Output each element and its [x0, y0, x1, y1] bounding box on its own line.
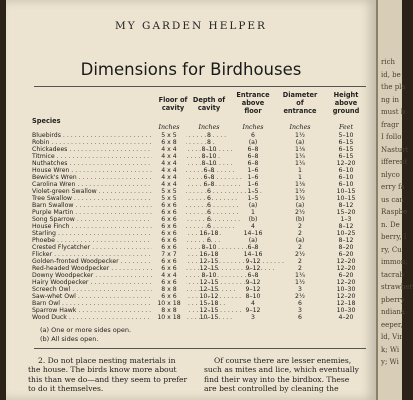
cell-entrance: 4	[251, 223, 255, 230]
cell-species: Carolina Wren . . .	[32, 182, 152, 189]
cell-depth: 8	[207, 139, 211, 146]
cell-height: 5–10	[338, 132, 354, 139]
cell-entrance: 14–16	[243, 251, 263, 258]
cell-depth: 8–10	[201, 153, 217, 160]
cell-depth: 6	[207, 202, 211, 209]
cell-depth: 16–18	[199, 251, 219, 258]
cell-depth: 6	[207, 188, 211, 195]
table-top-rule	[34, 86, 366, 87]
cell-depth: 12–15	[199, 307, 219, 314]
cell-species: Downy Woodpecker . . .	[32, 273, 152, 280]
paragraph-right: Of course there are lesser enemies, such as mites and lice, which eventually find their way into the birdbox. These are best controlled by cleaning the	[204, 356, 359, 394]
unit-diameter: Inches	[289, 124, 311, 131]
cell-height: 10–30	[336, 307, 356, 314]
cell-entrance: 1	[251, 209, 255, 216]
cell-diameter: 2	[298, 230, 302, 237]
facing-page-line: ifferent	[381, 158, 408, 166]
table-bottom-rule	[34, 348, 366, 349]
cell-diameter: 2	[298, 258, 302, 265]
cell-depth: 16–18	[199, 230, 219, 237]
cell-diameter: 1⅛	[295, 181, 305, 188]
facing-page-line: ng in	[381, 95, 399, 104]
header-diameter	[280, 91, 320, 115]
cell-species: Barn Owl . . .	[32, 301, 152, 308]
cell-floor: 6 x 6	[152, 266, 186, 273]
cell-depth: 8–10	[201, 146, 217, 153]
cell-depth: 6	[207, 237, 211, 244]
page-title: Dimensions for Birdhouses	[80, 60, 302, 79]
cell-diameter: 2½	[295, 251, 305, 258]
header-depth-line: Depth of	[192, 96, 226, 104]
cell-depth: 8	[207, 132, 211, 139]
cell-floor: 8 x 8	[152, 287, 186, 294]
cell-floor: 4 x 4	[152, 147, 186, 154]
cell-height: 10–25	[336, 230, 356, 237]
cell-height: 6–20	[338, 272, 354, 279]
facing-page-line: nlyco	[381, 170, 400, 179]
cell-height: 6–10	[338, 181, 354, 188]
cell-floor: 6 x 6	[152, 280, 186, 287]
cell-depth: 6	[207, 216, 211, 223]
facing-page-line: Raspbe	[381, 208, 408, 216]
cell-depth: 8–10	[201, 160, 217, 167]
cell-entrance: (a)	[248, 202, 258, 209]
facing-page-line: ndiana	[381, 308, 406, 316]
cell-floor: 6 x 6	[152, 217, 186, 224]
header-floor-line: Floor of	[158, 96, 188, 104]
facing-page-line: ld, Vir	[381, 333, 403, 341]
cell-species: Hairy Woodpecker . . .	[32, 280, 152, 287]
cell-species: Purple Martin . . .	[32, 210, 152, 217]
facing-page-line: eeper,	[381, 320, 403, 329]
cell-species: Saw-whet Owl . . .	[32, 294, 152, 301]
facing-page-line: strawber	[381, 283, 413, 291]
cell-floor: 10 x 18	[152, 315, 186, 322]
cell-height: 6–10	[338, 174, 354, 181]
cell-diameter: (a)	[295, 139, 305, 146]
cell-species: Screech Owl . . .	[32, 287, 152, 294]
cell-depth: 6	[207, 223, 211, 230]
cell-floor: 6 x 6	[152, 259, 186, 266]
cell-entrance: (a)	[248, 139, 258, 146]
cell-floor: 4 x 4	[152, 168, 186, 175]
header-height-line: ground	[332, 107, 360, 115]
facing-page-line: n. De	[381, 220, 400, 229]
cell-floor: 5 x 5	[152, 196, 186, 203]
cell-height: 8–12	[338, 237, 354, 244]
cell-entrance: 4	[251, 300, 255, 307]
cell-depth: 8–10	[201, 244, 217, 251]
cell-diameter: (a)	[295, 202, 305, 209]
cell-floor: 5 x 5	[152, 133, 186, 140]
header-height	[326, 91, 366, 115]
cell-entrance: 14–16	[243, 230, 263, 237]
cell-entrance: 9–12	[245, 279, 261, 286]
cell-species: Bewick's Wren . . .	[32, 175, 152, 182]
cell-depth: 8–10	[201, 272, 217, 279]
cell-depth: 10–12	[199, 293, 219, 300]
cell-species: Robin . . .	[32, 140, 152, 147]
cell-depth: 15–18	[199, 300, 219, 307]
cell-entrance: 1–6	[247, 181, 259, 188]
facing-page-line: pberry	[381, 295, 405, 304]
cell-diameter: 2	[298, 244, 302, 251]
cell-species: Starling . . .	[32, 231, 152, 238]
cell-depth: 6–8	[203, 167, 215, 174]
cell-species: Flicker . . .	[32, 252, 152, 259]
cell-floor: 8 x 8	[152, 308, 186, 315]
cell-entrance: (b)	[248, 216, 258, 223]
cell-floor: 6 x 6	[152, 231, 186, 238]
cell-species: Sparrow Hawk . . .	[32, 308, 152, 315]
cell-species: Red-headed Woodpecker . . .	[32, 266, 152, 273]
facing-page-line: tacrab	[381, 270, 404, 279]
cell-height: 10–15	[336, 188, 356, 195]
cell-diameter: 1½	[295, 188, 305, 195]
table-row	[32, 315, 366, 322]
cell-height: 6–15	[338, 146, 354, 153]
facing-page-line: y; Wi	[381, 358, 399, 366]
cell-depth: 6–8	[203, 174, 215, 181]
cell-entrance: 1–5	[247, 188, 259, 195]
cell-height: 12–18	[336, 300, 356, 307]
cell-floor: 4 x 4	[152, 154, 186, 161]
cell-diameter: (b)	[295, 216, 305, 223]
cell-floor: 4 x 4	[152, 273, 186, 280]
cell-depth: 10–15	[199, 314, 219, 321]
cell-floor: 10 x 18	[152, 301, 186, 308]
cell-species: Violet-green Swallow . . .	[32, 189, 152, 196]
header-floor	[156, 96, 190, 112]
cell-species: Song Sparrow . . .	[32, 217, 152, 224]
cell-height: 15–20	[336, 209, 356, 216]
cell-depth: 6	[207, 195, 211, 202]
cell-height: 6–15	[338, 153, 354, 160]
header-height-line: above	[334, 99, 358, 107]
header-depth	[190, 96, 228, 112]
cell-floor: 6 x 6	[152, 224, 186, 231]
header-height-line: Height	[333, 91, 359, 99]
cell-height: 8–12	[338, 223, 354, 230]
unit-depth: Inches	[198, 124, 220, 131]
facing-page-line: k; Wi	[381, 345, 400, 354]
header-depth-line: cavity	[197, 104, 221, 112]
footnote-b: (b) All sides open.	[40, 335, 99, 343]
cell-species: House Finch . . .	[32, 224, 152, 231]
cell-entrance: 9–12	[245, 265, 261, 272]
header-entrance-line: above	[241, 99, 265, 107]
cell-floor: 7 x 7	[152, 252, 186, 259]
facing-page-line: erry fa	[381, 183, 405, 191]
facing-page-line: the pla	[381, 83, 406, 91]
cell-diameter: 1½	[295, 195, 305, 202]
cell-height: 10–15	[336, 195, 356, 202]
cell-height: 12–20	[336, 265, 356, 272]
cell-height: 12–20	[336, 258, 356, 265]
cell-depth: 12–15	[199, 279, 219, 286]
paragraph-left: 2. Do not place nesting materials in the house. The birds know more about this than we do—and they seem to prefer to do it themselves.	[28, 356, 188, 394]
cell-diameter: 2½	[295, 293, 305, 300]
cell-entrance: 1–5	[247, 195, 259, 202]
cell-floor: 6 x 6	[152, 294, 186, 301]
cell-species: Crested Flycatcher . . .	[32, 245, 152, 252]
cell-diameter: 6	[298, 300, 302, 307]
cell-floor: 4 x 4	[152, 182, 186, 189]
cell-height: 12–20	[336, 279, 356, 286]
cell-species: Tree Swallow . . .	[32, 196, 152, 203]
footnote-a: (a) One or more sides open.	[40, 326, 132, 334]
cell-diameter: 1	[298, 174, 302, 181]
cell-floor: 4 x 4	[152, 175, 186, 182]
cell-entrance: 1–6	[247, 174, 259, 181]
cell-species: Wood Duck . . .	[32, 315, 152, 322]
cell-diameter: 1¼	[295, 160, 305, 167]
unit-height: Feet	[338, 124, 353, 131]
header-entrance-line: floor	[244, 107, 262, 115]
header-entrance	[232, 91, 274, 115]
cell-floor: 6 x 6	[152, 238, 186, 245]
header-diameter-line: Diameter	[282, 91, 318, 99]
cell-diameter: 6	[298, 314, 302, 321]
book-page	[6, 0, 376, 400]
cell-floor: 4 x 4	[152, 161, 186, 168]
cell-diameter: 1¼	[295, 272, 305, 279]
facing-page-line: Nasturt	[381, 145, 409, 154]
cell-diameter: 3	[298, 286, 302, 293]
header-entrance-line: Entrance	[236, 91, 270, 99]
facing-page-line: immon,	[381, 258, 408, 266]
cell-floor: 6 x 6	[152, 210, 186, 217]
cell-height: 12–20	[336, 160, 356, 167]
cell-height: 10–30	[336, 286, 356, 293]
facing-page-line: I follo	[381, 133, 402, 141]
cell-height: 1–3	[340, 216, 352, 223]
cell-entrance: 6–8	[247, 160, 259, 167]
cell-species: Chickadees . . .	[32, 147, 152, 154]
cell-diameter: 1½	[295, 279, 305, 286]
header-floor-line: cavity	[161, 104, 185, 112]
facing-page-line: must b	[381, 108, 406, 116]
header-diameter-line: entrance	[283, 107, 317, 115]
facing-page-line: berry, I	[381, 233, 407, 241]
cell-depth: 12–15	[199, 286, 219, 293]
cell-depth: 6	[207, 209, 211, 216]
running-head: MY GARDEN HELPER	[115, 20, 267, 32]
facing-page-line: id, be	[381, 70, 401, 79]
facing-page-line: fragr	[381, 120, 399, 129]
cell-entrance: 6–8	[247, 146, 259, 153]
cell-species: Titmice . . .	[32, 154, 152, 161]
cell-height: 4–20	[338, 314, 354, 321]
cell-diameter: 3	[298, 307, 302, 314]
unit-floor: Inches	[158, 124, 180, 131]
header-species: Species	[32, 117, 61, 125]
cell-floor: 6 x 8	[152, 140, 186, 147]
cell-diameter: 2	[298, 265, 302, 272]
cell-depth: 12–15	[199, 265, 219, 272]
cell-floor: 6 x 6	[152, 203, 186, 210]
facing-page-line: us can	[381, 195, 404, 204]
facing-page-line: rich	[381, 58, 396, 66]
cell-entrance: 9–12	[245, 286, 261, 293]
cell-species: Golden-fronted Woodpecker . . .	[32, 259, 152, 266]
cell-species: Nuthatches . . .	[32, 161, 152, 168]
cell-species: House Wren . . .	[32, 168, 152, 175]
cell-species: Barn Swallow . . .	[32, 203, 152, 210]
cell-diameter: 1	[298, 167, 302, 174]
cell-species: Bluebirds . . .	[32, 133, 152, 140]
cell-height: 6–10	[338, 167, 354, 174]
cell-entrance: (a)	[248, 237, 258, 244]
cell-entrance: 1–6	[247, 167, 259, 174]
cell-entrance: 6–8	[247, 153, 259, 160]
cell-height: 6–15	[338, 139, 354, 146]
cell-entrance: 6–8	[247, 244, 259, 251]
cell-diameter: 2	[298, 223, 302, 230]
cell-height: 8–20	[338, 244, 354, 251]
cell-diameter: 2½	[295, 209, 305, 216]
cell-entrance: 6–8	[247, 272, 259, 279]
cell-height: 6–20	[338, 251, 354, 258]
cell-entrance: 3	[251, 314, 255, 321]
cell-floor: 5 x 5	[152, 189, 186, 196]
header-diameter-line: of	[296, 99, 304, 107]
cell-height: 12–20	[336, 293, 356, 300]
facing-page-edge	[376, 0, 413, 400]
cell-entrance: 9–12	[245, 307, 261, 314]
cell-diameter: 1¼	[295, 153, 305, 160]
cell-depth: 6–8	[203, 181, 215, 188]
cell-diameter: (a)	[295, 237, 305, 244]
cell-entrance: 8–10	[245, 293, 261, 300]
cell-species: Phoebe . . .	[32, 238, 152, 245]
unit-entrance: Inches	[242, 124, 264, 131]
cell-height: 8–12	[338, 202, 354, 209]
cell-depth: 12–15	[199, 258, 219, 265]
cell-floor: 6 x 6	[152, 245, 186, 252]
cell-entrance: 6	[251, 132, 255, 139]
cell-entrance: 9–12	[245, 258, 261, 265]
cell-diameter: 1½	[295, 132, 305, 139]
facing-page-line: ry, Cu	[381, 245, 402, 254]
cell-diameter: 1⅛	[295, 146, 305, 153]
